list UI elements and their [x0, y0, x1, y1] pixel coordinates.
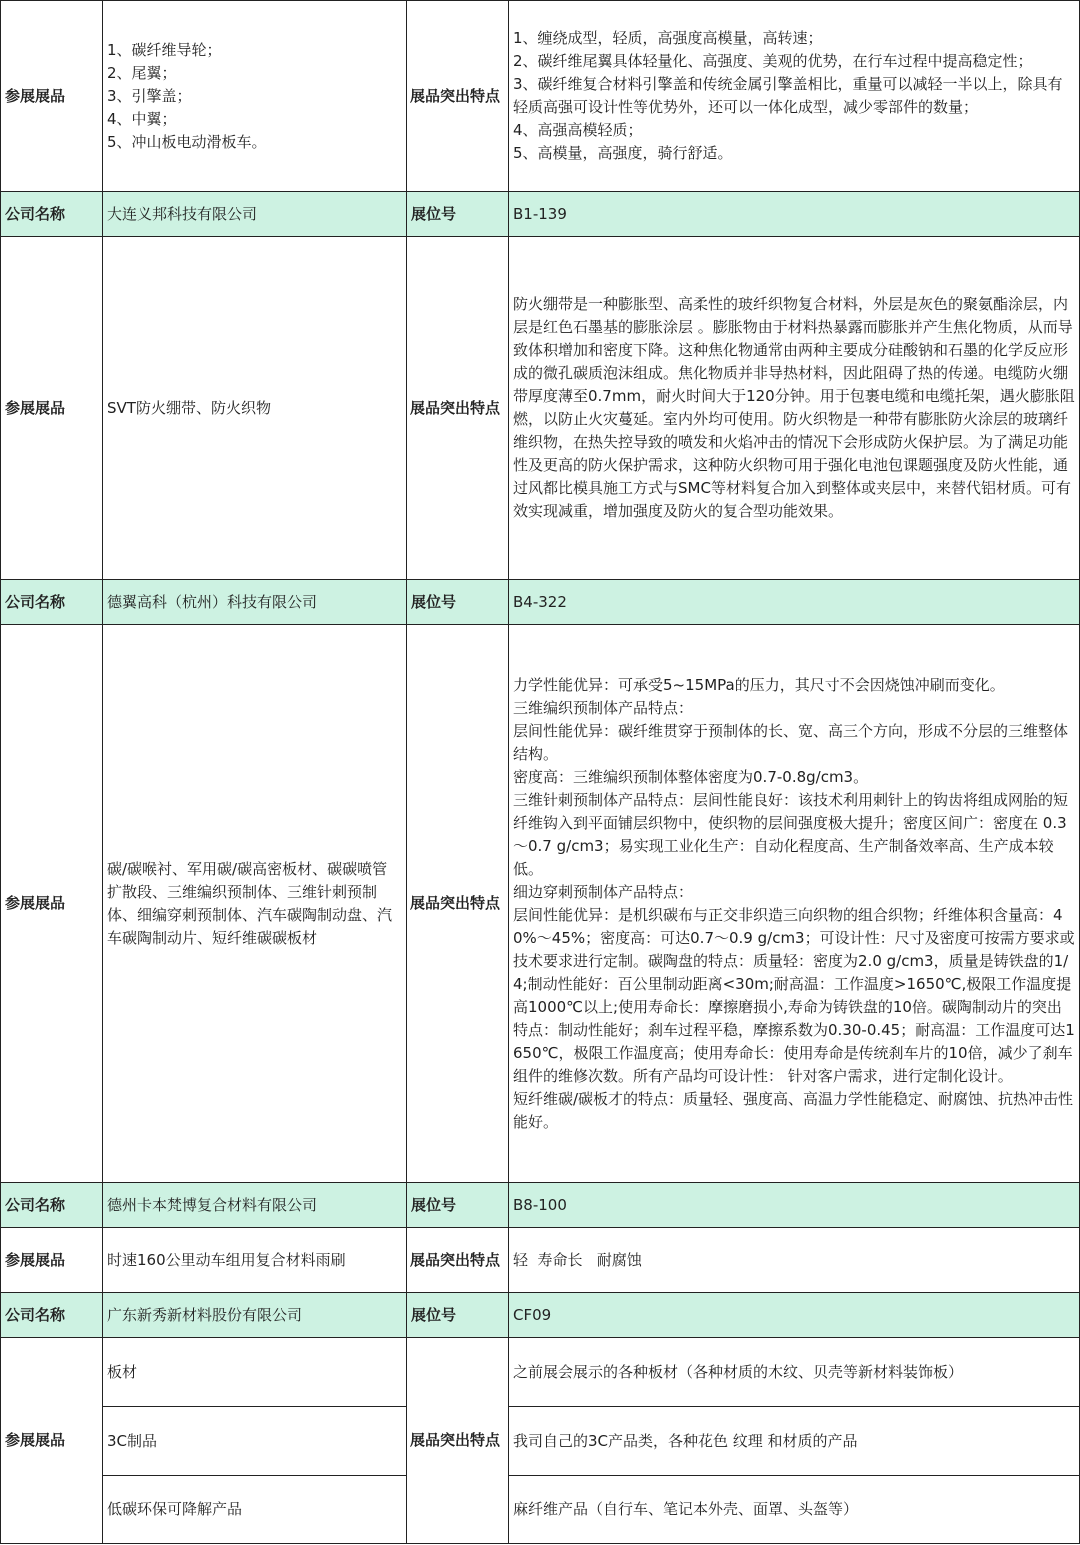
exhibit-list: [103, 1, 407, 192]
company-row: [1, 1183, 1080, 1228]
exhibit-item: 4、中翼；: [107, 109, 177, 128]
features-text: 轻 寿命长 耐腐蚀: [509, 1228, 1080, 1293]
booth-number: B8-100: [509, 1183, 1080, 1228]
exhibit-label: 参展展品: [1, 237, 103, 580]
company-name: 德州卡本梵博复合材料有限公司: [103, 1183, 407, 1228]
features-label: 展品突出特点: [407, 237, 509, 580]
features-list: [509, 1, 1080, 192]
company-label: 公司名称: [1, 1293, 103, 1338]
company-row: [1, 580, 1080, 625]
booth-label: 展位号: [407, 1183, 509, 1228]
exhibit-row: [1, 1228, 1080, 1293]
exhibit-row: [1, 1, 1080, 192]
features-label: 展品突出特点: [407, 1, 509, 192]
exhibit-row: [1, 237, 1080, 580]
feature-item: 力学性能优异：可承受5~15MPa的压力，其尺寸不会因烧蚀冲刷而变化。: [513, 675, 1005, 694]
feature-item: 5、高模量，高强度，骑行舒适。: [513, 144, 733, 162]
company-label: 公司名称: [1, 192, 103, 237]
exhibit-text: SVT防火绷带、防火织物: [103, 237, 407, 580]
features-label: 展品突出特点: [407, 1228, 509, 1293]
company-name: 德翼高科（杭州）科技有限公司: [103, 580, 407, 625]
exhibit-item: 1、碳纤维导轮；: [107, 40, 222, 59]
feature-item: 密度高：三维编织预制体整体密度为0.7-0.8g/cm3。: [513, 767, 869, 786]
feature-item: 4、高强高模轻质；: [513, 121, 643, 139]
exhibit-label: 参展展品: [1, 625, 103, 1183]
feature-item: 层间性能优异：碳纤维贯穿于预制体的长、宽、高三个方向，形成不分层的三维整体结构。: [513, 721, 1069, 763]
feature-item: 3、碳纤维复合材料引擎盖和传统金属引擎盖相比，重量可以减轻一半以上，除具有轻质高强可设计性等优势外，还可以一体化成型，减少零部件的数量；: [513, 75, 1063, 116]
company-row: [1, 1293, 1080, 1338]
booth-label: 展位号: [407, 192, 509, 237]
exhibit-text: 时速160公里动车组用复合材料雨刷: [103, 1228, 407, 1293]
company-row: [1, 192, 1080, 237]
company-name: 广东新秀新材料股份有限公司: [103, 1293, 407, 1338]
features-label: 展品突出特点: [407, 625, 509, 1183]
exhibit-text: 板材: [103, 1338, 407, 1407]
exhibit-label: 参展展品: [1, 1228, 103, 1293]
feature-item: 三维编织预制体产品特点：: [513, 698, 694, 717]
company-label: 公司名称: [1, 580, 103, 625]
feature-item: 1、缠绕成型，轻质，高强度高模量，高转速；: [513, 29, 823, 47]
booth-number: B4-322: [509, 580, 1080, 625]
features-text: 麻纤维产品（自行车、笔记本外壳、面罩、头盔等）: [509, 1476, 1080, 1544]
features-list: [509, 625, 1080, 1183]
booth-label: 展位号: [407, 580, 509, 625]
exhibit-text: 碳/碳喉衬、军用碳/碳高密板材、碳碳喷管扩散段、三维编织预制体、三维针刺预制体、细编穿刺预制体、汽车碳陶制动盘、汽车碳陶制动片、短纤维碳碳板材: [103, 625, 407, 1183]
company-label: 公司名称: [1, 1183, 103, 1228]
booth-number: B1-139: [509, 192, 1080, 237]
features-text: 之前展会展示的各种板材（各种材质的木纹、贝壳等新材料装饰板）: [509, 1338, 1080, 1407]
features-text: 防火绷带是一种膨胀型、高柔性的玻纤织物复合材料，外层是灰色的聚氨酯涂层，内层是红色石墨基的膨胀涂层 。膨胀物由于材料热暴露而膨胀并产生焦化物质，从而导致体积增加和密度下降。这种焦化物通常由两种主要成分硅酸钠和石墨的化学反应形成的微孔碳质泡沫组成。焦化物质并非导热材料，因此阻碍了热的传递。电缆防火绷带厚度薄至0.7mm，耐火时间大于120分钟。用于包裹电缆和电缆托架，遇火膨胀阻燃，以防止火灾蔓延。室内外均可使用。防火织物是一种带有膨胀防火涂层的玻璃纤维织物，在热失控导致的喷发和火焰冲击的情况下会形成防火保护层。为了满足功能性及更高的防火保护需求，这种防火织物可用于强化电池包课题强度及防火性能，通过风都比模具施工方式与SMC等材料复合加入到整体或夹层中，来替代铝材质。可有效实现减重，增加强度及防火的复合型功能效果。: [509, 237, 1080, 580]
exhibit-item: 2、尾翼；: [107, 63, 177, 82]
feature-item: 短纤维碳/碳板才的特点：质量轻、强度高、高温力学性能稳定、耐腐蚀、抗热冲击性能好。: [513, 1089, 1074, 1131]
features-label: 展品突出特点: [407, 1338, 509, 1544]
exhibit-row: [1, 1338, 1080, 1407]
exhibit-text: 3C制品: [103, 1407, 407, 1476]
exhibit-text: 低碳环保可降解产品: [103, 1476, 407, 1544]
exhibit-row: [1, 625, 1080, 1183]
company-name: 大连义邦科技有限公司: [103, 192, 407, 237]
feature-item: 三维针刺预制体产品特点：层间性能良好：该技术利用刺针上的钩齿将组成网胎的短纤维钩入到平面铺层织物中，使织物的层间强度极大提升；密度区间广：密度在 0.3～0.7 g/cm3；易实现工业化生产：自动化程度高、生产制备效率高、生产成本较低。: [513, 790, 1069, 878]
feature-item: 细边穿刺预制体产品特点：: [513, 882, 694, 901]
exhibit-row: [1, 1407, 1080, 1476]
exhibit-item: 3、引擎盖；: [107, 86, 192, 105]
feature-item: 层间性能优异：是机织碳布与正交非织造三向织物的组合织物；纤维体积含量高：40%～45%；密度高：可达0.7～0.9 g/cm3；可设计性：尺寸及密度可按需方要求或技术要求进行定制。碳陶盘的特点：质量轻：密度为2.0 g/cm3，质量是铸铁盘的1/4;制动性能好：百公里制动距离<30m;耐高温：工作温度>1650℃,极限工作温度提高1000℃以上;使用寿命长：摩擦磨损小,寿命为铸铁盘的10倍。碳陶制动片的突出特点：制动性能好；刹车过程平稳，摩擦系数为0.30-0.45；耐高温：工作温度可达1650℃，极限工作温度高；使用寿命长：使用寿命是传统刹车片的10倍，减少了刹车组件的维修次数。所有产品均可设计性： 针对客户需求，进行定制化设计。: [513, 905, 1075, 1085]
booth-label: 展位号: [407, 1293, 509, 1338]
feature-item: 2、碳纤维尾翼具体轻量化、高强度、美观的优势，在行车过程中提高稳定性；: [513, 52, 1033, 70]
booth-number: CF09: [509, 1293, 1080, 1338]
exhibit-item: 5、冲山板电动滑板车。: [107, 132, 267, 151]
exhibit-row: [1, 1476, 1080, 1544]
exhibit-label: 参展展品: [1, 1338, 103, 1544]
features-text: 我司自己的3C产品类，各种花色 纹理 和材质的产品: [509, 1407, 1080, 1476]
exhibit-label: 参展展品: [1, 1, 103, 192]
